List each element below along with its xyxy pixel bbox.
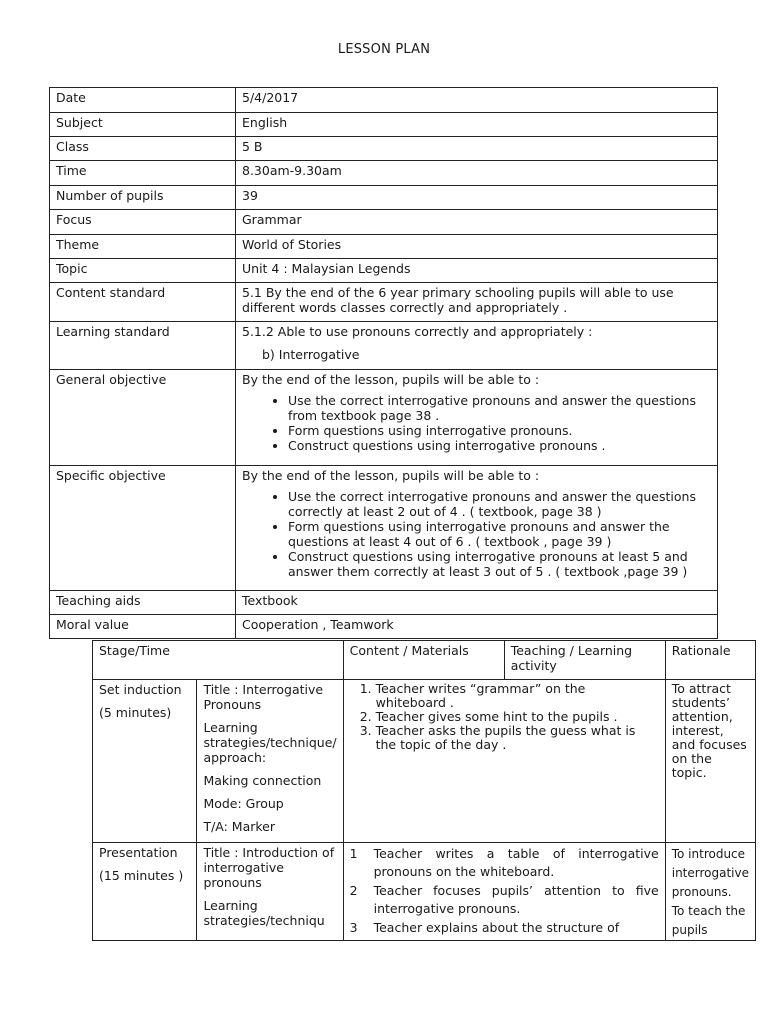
row-set-induction	[93, 680, 756, 843]
row-subject	[50, 113, 718, 137]
class-label: Class	[50, 137, 236, 161]
subject-value: English	[236, 113, 718, 137]
set-induction-content-item: Mode: Group	[203, 796, 284, 811]
topic-label: Topic	[50, 259, 236, 283]
row-general-objective	[50, 370, 718, 466]
learning-standard-line2: b) Interrogative	[262, 347, 360, 362]
set-induction-activity-item: 1. Teacher writes “grammar” on the whiteboard .	[376, 682, 659, 710]
theme-value: World of Stories	[236, 235, 718, 259]
row-date	[50, 88, 718, 113]
specific-objective-list	[242, 489, 711, 579]
time-label: Time	[50, 161, 236, 186]
general-objective-label: General objective	[50, 370, 236, 466]
learning-standard-line1: 5.1.2 Able to use pronouns correctly and appropriately :	[242, 324, 593, 339]
teaching-aids-label: Teaching aids	[50, 591, 236, 615]
presentation-activity-item: Teacher focuses pupils’ attention to five interrogative pronouns.	[373, 883, 659, 916]
page-title: LESSON PLAN	[337, 42, 431, 57]
row-learning-standard	[50, 322, 718, 370]
teaching-aids-value: Textbook	[236, 591, 718, 615]
presentation-time: (15 minutes )	[99, 868, 184, 883]
topic-value: Unit 4 : Malaysian Legends	[236, 259, 718, 283]
content-standard-label: Content standard	[50, 283, 236, 322]
header-activity: Teaching / Learning activity	[504, 641, 665, 680]
row-topic	[50, 259, 718, 283]
presentation-stage	[93, 843, 197, 941]
presentation-content-item: Title : Introduction of interrogative pronouns	[203, 845, 335, 890]
set-induction-rationale: To attract students’ attention, interest, and focuses on the topic.	[665, 680, 755, 843]
row-class	[50, 137, 718, 161]
lesson-info-table	[49, 87, 718, 639]
learning-standard-label: Learning standard	[50, 322, 236, 370]
set-induction-activity-item: 2. Teacher gives some hint to the pupils .	[376, 710, 659, 724]
specific-objective-item: • Construct questions using interrogative pronouns at least 5 and answer them correctly at least 3 out of 5 . ( textbook ,page 39 )	[288, 549, 711, 579]
presentation-activity-number: 1	[349, 846, 358, 861]
theme-label: Theme	[50, 235, 236, 259]
general-objective-item: • Form questions using interrogative pronouns.	[288, 423, 711, 438]
presentation-content	[197, 843, 343, 941]
pupils-label: Number of pupils	[50, 186, 236, 210]
content-standard-value: 5.1 By the end of the 6 year primary schooling pupils will able to use different words classes correctly and appropriately .	[236, 283, 718, 322]
presentation-activity-list	[350, 845, 659, 937]
pupils-value: 39	[236, 186, 718, 210]
date-label: Date	[50, 88, 236, 113]
row-time	[50, 161, 718, 186]
set-induction-time: (5 minutes)	[99, 705, 172, 720]
presentation-rationale-item: To teach the pupils	[671, 904, 746, 937]
time-value: 8.30am-9.30am	[236, 161, 718, 186]
class-value: 5 B	[236, 137, 718, 161]
general-objective-list	[242, 393, 711, 453]
moral-value-value: Cooperation , Teamwork	[236, 615, 718, 639]
row-presentation	[93, 843, 756, 941]
row-moral-value	[50, 615, 718, 639]
focus-label: Focus	[50, 210, 236, 235]
set-induction-content-item: Learning strategies/technique/ approach:	[203, 720, 337, 765]
row-pupils	[50, 186, 718, 210]
general-objective-intro: By the end of the lesson, pupils will be able to :	[242, 372, 540, 387]
plan-header-row	[93, 641, 756, 680]
row-teaching-aids	[50, 591, 718, 615]
specific-objective-label: Specific objective	[50, 466, 236, 591]
presentation-stage-name: Presentation	[99, 845, 178, 860]
row-theme	[50, 235, 718, 259]
header-rationale: Rationale	[665, 641, 755, 680]
set-induction-activity	[343, 680, 665, 843]
presentation-rationale	[665, 843, 755, 941]
set-induction-activity-item: 3. Teacher asks the pupils the guess what is the topic of the day .	[376, 724, 659, 752]
date-value: 5/4/2017	[236, 88, 718, 113]
presentation-content-item: Learning strategies/techniqu	[203, 898, 325, 928]
set-induction-stage	[93, 680, 197, 843]
specific-objective-item: • Form questions using interrogative pronouns and answer the questions at least 4 out of 6 . ( textbook , page 39 )	[288, 519, 711, 549]
set-induction-stage-name: Set induction	[99, 682, 182, 697]
presentation-activity-item: Teacher explains about the structure of	[373, 920, 620, 935]
presentation-activity-item: Teacher writes a table of interrogative pronouns on the whiteboard.	[373, 846, 659, 879]
set-induction-content-item: Title : Interrogative Pronouns	[203, 682, 324, 712]
header-stage: Stage/Time	[93, 641, 344, 680]
moral-value-label: Moral value	[50, 615, 236, 639]
specific-objective-value	[236, 466, 718, 591]
general-objective-item: • Use the correct interrogative pronouns and answer the questions from textbook page 38 .	[288, 393, 711, 423]
presentation-activity-number: 3	[349, 920, 358, 935]
presentation-activity-number: 2	[349, 883, 358, 898]
row-specific-objective	[50, 466, 718, 591]
specific-objective-item: • Use the correct interrogative pronouns and answer the questions correctly at least 2 out of 4 . ( textbook, page 38 )	[288, 489, 711, 519]
specific-objective-intro: By the end of the lesson, pupils will be able to :	[242, 468, 540, 483]
set-induction-content	[197, 680, 343, 843]
focus-value: Grammar	[236, 210, 718, 235]
subject-label: Subject	[50, 113, 236, 137]
presentation-activity	[343, 843, 665, 941]
lesson-plan-table	[92, 640, 756, 941]
row-content-standard	[50, 283, 718, 322]
set-induction-content-item: Making connection	[203, 773, 322, 788]
general-objective-value	[236, 370, 718, 466]
header-content: Content / Materials	[343, 641, 504, 680]
set-induction-content-item: T/A: Marker	[203, 819, 276, 834]
presentation-rationale-item: To introduce interrogative pronouns.	[671, 847, 749, 899]
row-focus	[50, 210, 718, 235]
set-induction-activity-list	[350, 682, 659, 752]
general-objective-item: • Construct questions using interrogative pronouns .	[288, 438, 711, 453]
learning-standard-value	[236, 322, 718, 370]
